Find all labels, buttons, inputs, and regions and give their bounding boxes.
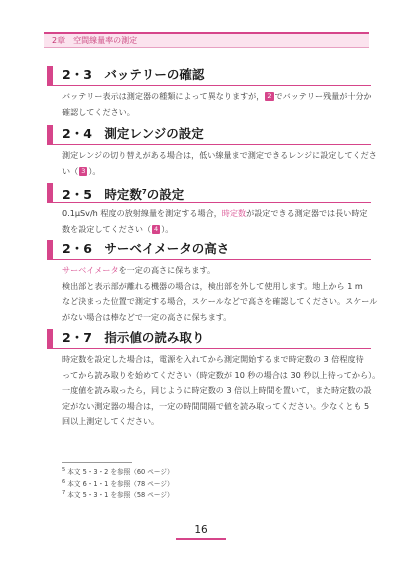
footnote	[62, 489, 174, 501]
section-body-2-3	[62, 89, 374, 120]
heading-text: 2・7 指示値の読み取り	[62, 330, 205, 345]
body-line	[62, 222, 374, 238]
term-highlight: サーベイメータ	[62, 265, 119, 275]
term-highlight: 時定数	[221, 208, 247, 218]
section-body-2-6	[62, 263, 378, 325]
heading-text-main: 2・5 時定数	[62, 187, 142, 203]
figure-ref-badge: 2	[267, 92, 272, 100]
heading-text: 2・4 測定レンジの設定	[62, 126, 204, 141]
body-line	[62, 164, 374, 180]
section-heading-2-5	[47, 183, 371, 203]
section-heading-2-4	[47, 125, 371, 145]
text-run: ）。	[161, 223, 174, 234]
text-run: 0.1μSv/h 程度の放射線量を測定する場合，	[62, 208, 222, 218]
text-run: を一定の高さに保ちます。	[118, 265, 216, 275]
footnote-text: 本文 5・3・2 を参照（60 ページ）	[67, 468, 174, 477]
heading-marker	[47, 183, 53, 202]
body-line: 時定数を設定した場合は，電源を入れてから測定開始するまで時定数の 3 倍程度待	[62, 354, 364, 364]
heading-text-tail: の設定	[146, 187, 185, 203]
page-number: 16	[194, 524, 208, 536]
footnote-mark: 6	[62, 478, 66, 485]
heading-marker	[47, 240, 53, 259]
section-heading-2-3	[47, 66, 371, 86]
body-line: ってから読み取りを始めてください（時定数が 10 秒の場合は 30 秒以上待ってから）。	[62, 369, 381, 380]
body-line	[62, 263, 374, 279]
body-line: がない場合は棒などで一定の高さに保ちます。	[62, 311, 232, 322]
heading-text	[62, 184, 184, 203]
chapter-header	[44, 32, 369, 48]
footnote-divider	[62, 462, 132, 463]
section-body-2-7	[62, 352, 381, 430]
heading-text: 2・6 サーベイメータの高さ	[62, 241, 230, 256]
footnote-mark: 5	[62, 467, 66, 473]
section-body-2-5	[62, 206, 374, 237]
body-line	[62, 89, 374, 105]
heading-marker	[47, 329, 53, 348]
figure-ref-badge: 3	[81, 166, 86, 175]
text-run: ）。	[88, 165, 101, 176]
text-run: が設定できる測定器では長い時定	[246, 208, 368, 218]
text-run: でバッテリー残量が十分か	[274, 91, 372, 101]
body-line: 確認してください。	[62, 106, 135, 117]
footnote-text: 本文 5・3・1 を参照（58 ページ）	[67, 491, 174, 500]
page-number-box	[176, 518, 226, 540]
footnote-mark: 7	[62, 490, 66, 497]
footnote-mark: 7	[141, 188, 147, 196]
section-body-2-4	[62, 148, 377, 179]
figure-ref-badge: 4	[154, 224, 159, 233]
body-line: 回以上測定してください。	[62, 416, 160, 426]
body-line: 測定レンジの切り替えがある場合は，低い線量まで測定できるレンジに設定してくださ	[62, 150, 377, 160]
body-line: 一度値を読み取ったら，同じように時定数の 3 倍以上時間を置いて，また時定数の設	[62, 385, 372, 395]
section-heading-2-6	[47, 240, 371, 260]
text-run: い（	[62, 165, 79, 176]
chapter-label: 2章 空間線量率の測定	[52, 36, 138, 45]
heading-text: 2・3 バッテリーの確認	[62, 67, 205, 82]
section-heading-2-7	[47, 329, 371, 349]
text-run: 数を設定してください（	[62, 223, 152, 234]
footnotes	[62, 466, 174, 501]
footnote	[62, 466, 174, 478]
body-line	[62, 206, 374, 222]
footnote-text: 本文 6・1・1 を参照（78 ページ）	[67, 479, 174, 488]
footnote	[62, 478, 174, 490]
heading-marker	[47, 125, 53, 144]
text-run: バッテリー表示は測定器の種類によって異なりますが，	[62, 91, 265, 101]
body-line: など決まった位置で測定する場合，スケールなどで高さを確認してください。スケール	[62, 296, 378, 306]
body-line: 検出部と表示部が離れる機器の場合は，検出部を外して使用します。地上から 1 m	[62, 280, 363, 291]
heading-marker	[47, 66, 53, 85]
body-line: 定がない測定器の場合は，一定の時間間隔で値を読み取ってください。少なくとも 5	[62, 400, 370, 411]
